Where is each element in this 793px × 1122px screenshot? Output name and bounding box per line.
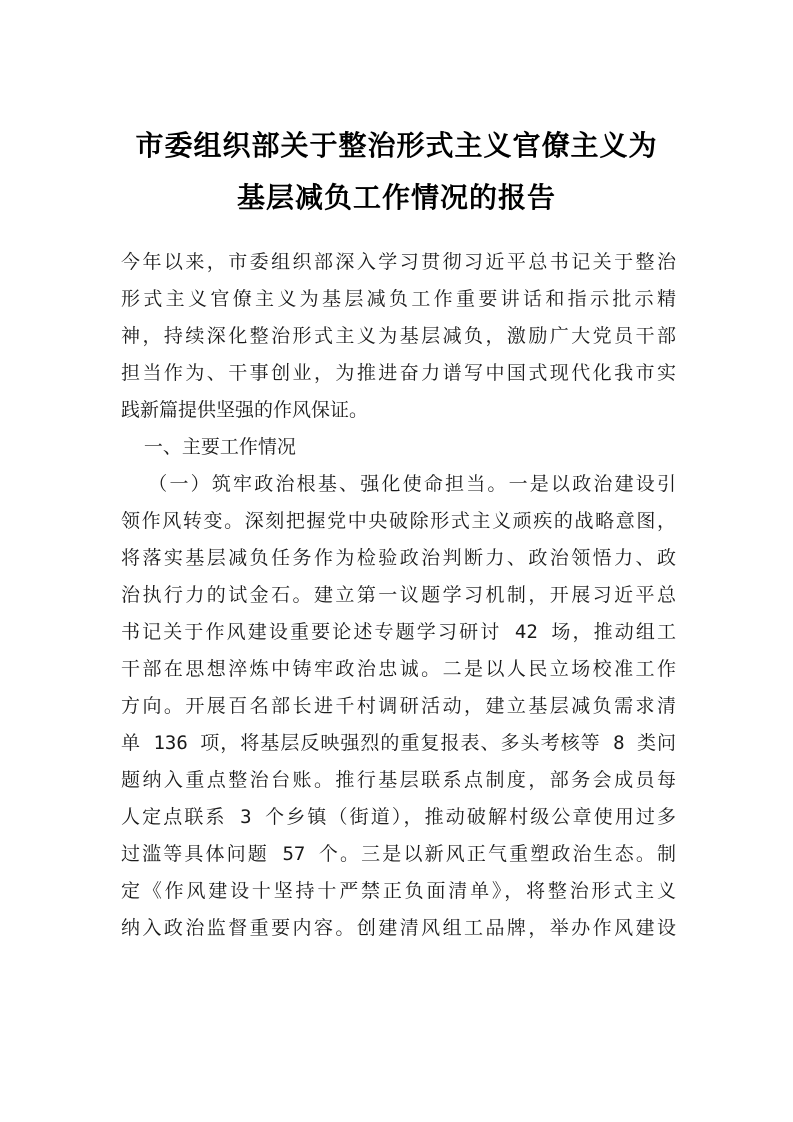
body-line: 题纳入重点整治台账。推行基层联系点制度，部务会成员每 — [121, 769, 676, 791]
title-line-1: 市委组织部关于整治形式主义官僚主义为 — [135, 129, 658, 162]
intro-line: 担当作为、干事创业，为推进奋力谱写中国式现代化我市实 — [121, 362, 676, 384]
intro-line: 践新篇提供坚强的作风保证。 — [121, 399, 369, 421]
intro-line: 神，持续深化整治形式主义为基层减负，激励广大党员干部 — [121, 325, 676, 347]
body-line: 方向。开展百名部长进千村调研活动，建立基层减负需求清 — [121, 695, 676, 717]
intro-line: 形式主义官僚主义为基层减负工作重要讲话和指示批示精 — [121, 288, 676, 310]
intro-line: 今年以来，市委组织部深入学习贯彻习近平总书记关于整治 — [121, 251, 676, 273]
body-line: 干部在思想淬炼中铸牢政治忠诚。二是以人民立场校准工作 — [121, 658, 676, 680]
body-line: （一）筑牢政治根基、强化使命担当。一是以政治建设引 — [121, 473, 676, 495]
title-line-2: 基层减负工作情况的报告 — [236, 181, 556, 214]
body-line: 治执行力的试金石。建立第一议题学习机制，开展习近平总 — [121, 584, 676, 606]
body-line: 人定点联系 3 个乡镇（街道），推动破解村级公章使用过多 — [121, 806, 676, 828]
body-line: 单 136 项，将基层反映强烈的重复报表、多头考核等 8 类问 — [121, 732, 676, 754]
body-line: 过滥等具体问题 57 个。三是以新风正气重塑政治生态。制 — [121, 843, 676, 865]
document-title — [0, 120, 793, 224]
body-line: 纳入政治监督重要内容。创建清风组工品牌，举办作风建设 — [121, 917, 676, 939]
section-heading: 一、主要工作情况 — [121, 436, 296, 458]
body-line: 书记关于作风建设重要论述专题学习研讨 42 场，推动组工 — [121, 621, 676, 643]
body-line: 定《作风建设十坚持十严禁正负面清单》，将整治形式主义 — [121, 880, 676, 902]
body-line: 将落实基层减负任务作为检验政治判断力、政治领悟力、政 — [121, 547, 676, 569]
document-body — [121, 244, 676, 947]
body-line: 领作风转变。深刻把握党中央破除形式主义顽疾的战略意图， — [121, 510, 676, 532]
